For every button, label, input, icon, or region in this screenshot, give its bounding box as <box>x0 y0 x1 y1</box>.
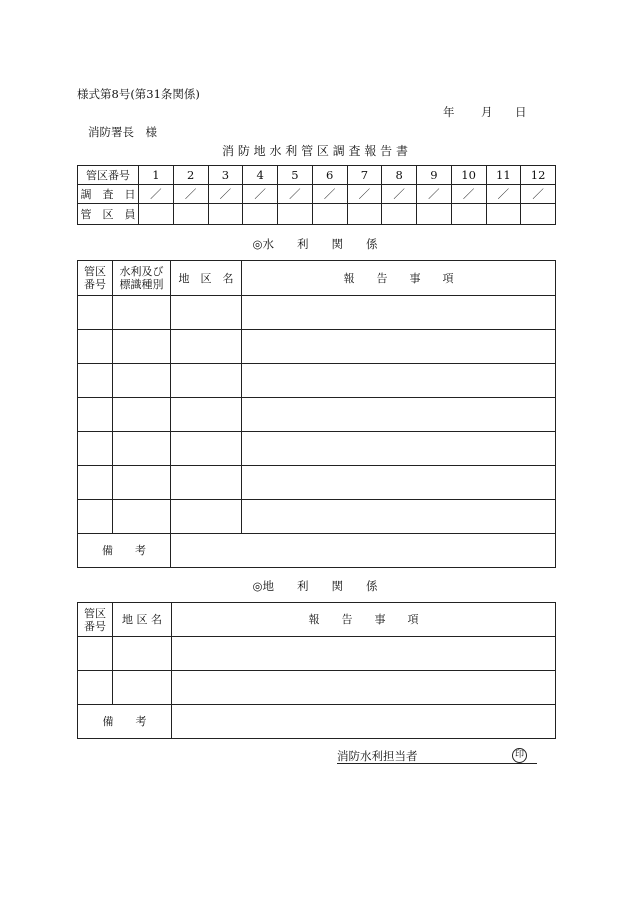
kanku-member-label: 管 区 員 <box>78 204 139 225</box>
land-row-report[interactable] <box>172 637 556 671</box>
document-title: 消 防 地 水 利 管 区 調 査 報 告 書 <box>222 144 408 158</box>
land-district-header: 地 区 名 <box>113 603 172 637</box>
water-row-district[interactable] <box>171 466 242 500</box>
water-kanku-header-line2: 番号 <box>84 278 106 291</box>
water-row <box>78 466 556 500</box>
survey-date-1[interactable]: ／ <box>139 185 174 204</box>
kanku-number-10: 10 <box>451 166 486 185</box>
survey-date-7[interactable]: ／ <box>347 185 382 204</box>
land-row-district[interactable] <box>113 671 172 705</box>
water-row-type[interactable] <box>113 466 171 500</box>
water-row-kanku[interactable] <box>78 500 113 534</box>
kanku-member-8[interactable] <box>382 204 417 225</box>
kanku-member-3[interactable] <box>208 204 243 225</box>
water-row-district[interactable] <box>171 398 242 432</box>
water-row <box>78 364 556 398</box>
water-row <box>78 432 556 466</box>
water-row-report[interactable] <box>242 432 556 466</box>
land-remarks-field[interactable] <box>172 705 556 739</box>
kanku-number-2: 2 <box>173 166 208 185</box>
survey-date-4[interactable]: ／ <box>243 185 278 204</box>
kanku-member-7[interactable] <box>347 204 382 225</box>
kanku-number-11: 11 <box>486 166 521 185</box>
water-kanku-header-line1: 管区 <box>84 265 106 278</box>
water-row-report[interactable] <box>242 296 556 330</box>
survey-date-5[interactable]: ／ <box>278 185 313 204</box>
water-section-title: ◎水 利 関 係 <box>252 237 378 251</box>
kanku-number-12: 12 <box>521 166 556 185</box>
land-row <box>78 671 556 705</box>
signature-line[interactable] <box>337 748 537 764</box>
water-row <box>78 398 556 432</box>
survey-date-8[interactable]: ／ <box>382 185 417 204</box>
date-month: 月 <box>481 105 493 119</box>
land-row <box>78 637 556 671</box>
date-day: 日 <box>515 105 527 119</box>
water-row-kanku[interactable] <box>78 432 113 466</box>
survey-date-9[interactable]: ／ <box>417 185 452 204</box>
water-row-kanku[interactable] <box>78 330 113 364</box>
water-row-report[interactable] <box>242 364 556 398</box>
land-report-header: 報 告 事 項 <box>172 603 556 637</box>
land-kanku-header-line1: 管区 <box>84 606 106 620</box>
water-row-kanku[interactable] <box>78 364 113 398</box>
kanku-number-8: 8 <box>382 166 417 185</box>
land-table <box>77 602 556 739</box>
water-type-header-line1: 水利及び <box>119 265 164 278</box>
kanku-member-9[interactable] <box>417 204 452 225</box>
kanku-number-9: 9 <box>417 166 452 185</box>
water-row-district[interactable] <box>171 500 242 534</box>
water-row-report[interactable] <box>242 466 556 500</box>
water-row <box>78 330 556 364</box>
water-type-header <box>113 261 171 296</box>
water-type-header-line2: 標識種別 <box>119 278 164 291</box>
survey-date-6[interactable]: ／ <box>312 185 347 204</box>
survey-table <box>77 165 556 225</box>
land-row-kanku[interactable] <box>78 671 113 705</box>
land-section-title: ◎地 利 関 係 <box>252 579 378 593</box>
survey-date-label: 調 査 日 <box>78 185 139 204</box>
seal-stamp-icon: 印 <box>512 748 527 763</box>
date-year: 年 <box>443 105 455 119</box>
water-remarks-label: 備 考 <box>78 534 171 568</box>
water-row-district[interactable] <box>171 432 242 466</box>
water-row-report[interactable] <box>242 500 556 534</box>
kanku-member-5[interactable] <box>278 204 313 225</box>
water-row <box>78 500 556 534</box>
survey-date-2[interactable]: ／ <box>173 185 208 204</box>
kanku-member-4[interactable] <box>243 204 278 225</box>
addressee: 消防署長 様 <box>88 125 157 139</box>
kanku-number-7: 7 <box>347 166 382 185</box>
water-row-type[interactable] <box>113 330 171 364</box>
water-row-type[interactable] <box>113 432 171 466</box>
kanku-member-10[interactable] <box>451 204 486 225</box>
land-kanku-header-line2: 番号 <box>84 619 106 633</box>
kanku-member-11[interactable] <box>486 204 521 225</box>
water-kanku-header <box>78 261 113 296</box>
water-row-kanku[interactable] <box>78 296 113 330</box>
water-row-report[interactable] <box>242 330 556 364</box>
kanku-member-12[interactable] <box>521 204 556 225</box>
survey-date-10[interactable]: ／ <box>451 185 486 204</box>
land-remarks-label: 備 考 <box>78 705 172 739</box>
water-row-kanku[interactable] <box>78 398 113 432</box>
water-district-header: 地 区 名 <box>171 261 242 296</box>
water-table <box>77 260 556 568</box>
water-row-type[interactable] <box>113 398 171 432</box>
water-row-type[interactable] <box>113 364 171 398</box>
kanku-number-label: 管区番号 <box>78 166 139 185</box>
water-row-district[interactable] <box>171 364 242 398</box>
water-row-type[interactable] <box>113 296 171 330</box>
water-row-kanku[interactable] <box>78 466 113 500</box>
kanku-member-6[interactable] <box>312 204 347 225</box>
signature-label: 消防水利担当者 <box>337 749 418 763</box>
kanku-number-3: 3 <box>208 166 243 185</box>
water-row-report[interactable] <box>242 398 556 432</box>
kanku-member-1[interactable] <box>139 204 174 225</box>
land-row-kanku[interactable] <box>78 637 113 671</box>
water-report-header: 報 告 事 項 <box>242 261 556 296</box>
kanku-member-2[interactable] <box>173 204 208 225</box>
survey-date-3[interactable]: ／ <box>208 185 243 204</box>
form-number-label: 様式第8号(第31条関係) <box>77 87 200 101</box>
kanku-number-1: 1 <box>139 166 174 185</box>
water-row-district[interactable] <box>171 330 242 364</box>
land-kanku-header <box>78 603 113 637</box>
water-remarks-field[interactable] <box>171 534 556 568</box>
land-row-report[interactable] <box>172 671 556 705</box>
water-row-type[interactable] <box>113 500 171 534</box>
kanku-number-4: 4 <box>243 166 278 185</box>
kanku-number-6: 6 <box>312 166 347 185</box>
water-row-district[interactable] <box>171 296 242 330</box>
water-row <box>78 296 556 330</box>
survey-date-12[interactable]: ／ <box>521 185 556 204</box>
land-row-district[interactable] <box>113 637 172 671</box>
survey-date-11[interactable]: ／ <box>486 185 521 204</box>
kanku-number-5: 5 <box>278 166 313 185</box>
